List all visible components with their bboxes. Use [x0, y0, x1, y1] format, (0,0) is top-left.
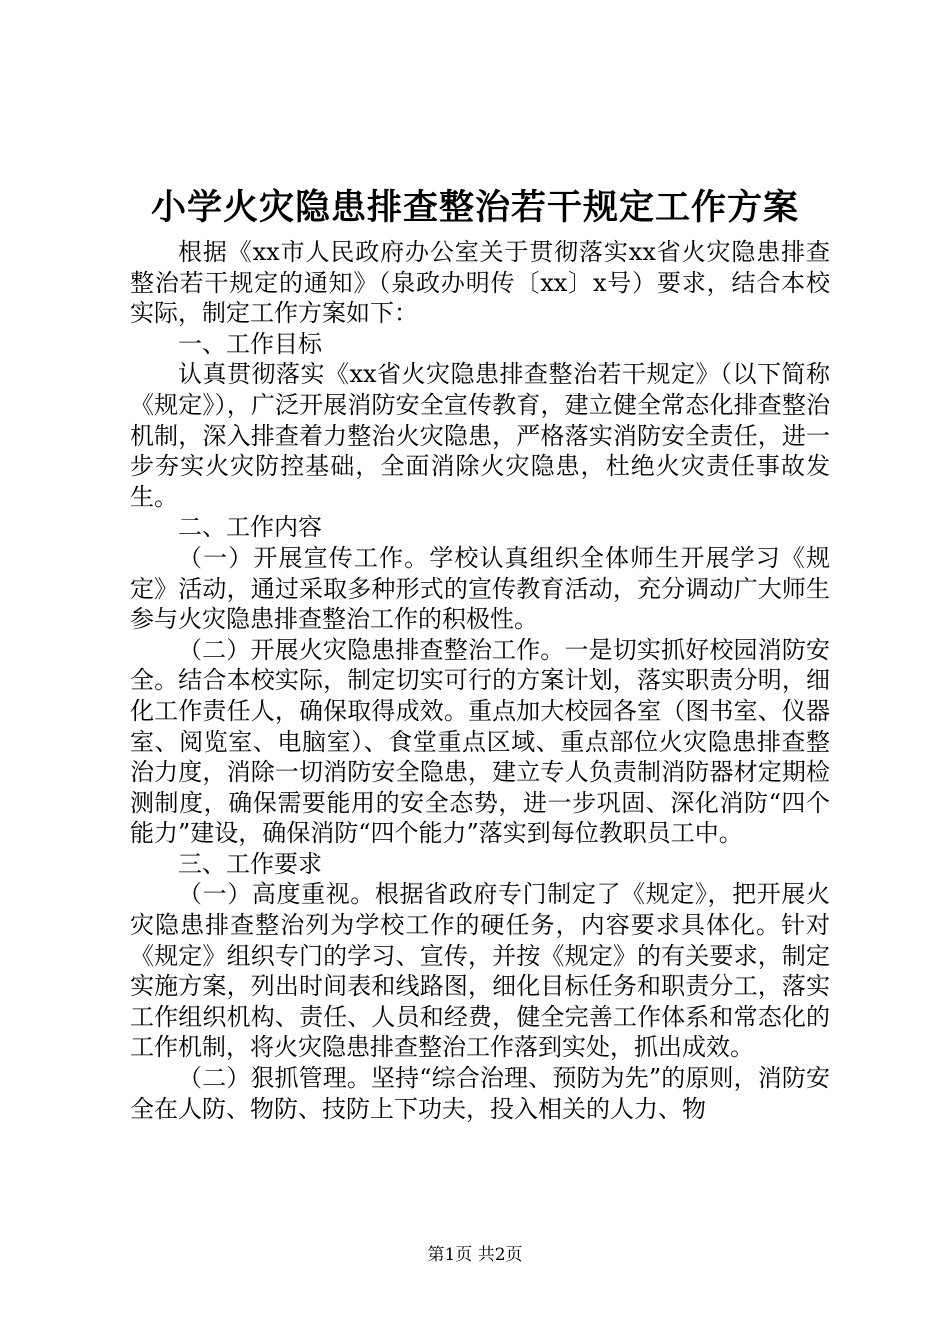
paragraph-content-1: （一）开展宣传工作。学校认真组织全体师生开展学习《规定》活动，通过采取多种形式的宣传教育活动，充分调动广大师生参与火灾隐患排查整治工作的积极性。 [130, 543, 830, 634]
paragraph-intro: 根据《xx市人民政府办公室关于贯彻落实xx省火灾隐患排查整治若干规定的通知》（泉政办明传〔xx〕x号）要求，结合本校实际，制定工作方案如下： [130, 238, 830, 328]
document-body [130, 237, 830, 1124]
paragraph-requirements-1: （一）高度重视。根据省政府专门制定了《规定》，把开展火灾隐患排查整治列为学校工作的硬任务，内容要求具体化。针对《规定》组织专门的学习、宣传，并按《规定》的有关要求，制定实施方案，列出时间表和线路图，细化目标任务和职责分工，落实工作组织机构、责任、人员和经费，健全完善工作体系和常态化的工作机制，将火灾隐患排查整治工作落到实处，抓出成效。 [130, 880, 830, 1062]
page-number-footer: 第1页 共2页 [427, 1245, 523, 1265]
paragraph-content-2: （二）开展火灾隐患排查整治工作。一是切实抓好校园消防安全。结合本校实际，制定切实可行的方案计划，落实职责分明，细化工作责任人，确保取得成效。重点加大校园各室（图书室、仪器室、阅览室、电脑室）、食堂重点区域、重点部位火灾隐患排查整治力度，消除一切消防安全隐患，建立专人负责制消防器材定期检测制度，确保需要能用的安全态势，进一步巩固、深化消防“四个能力”建设，确保消防“四个能力”落实到每位教职员工中。 [130, 635, 830, 848]
document-title: 小学火灾隐患排查整治若干规定工作方案 [150, 187, 799, 228]
section-heading-requirements: 三、工作要求 [178, 849, 322, 878]
paragraph-goal: 认真贯彻落实《xx省火灾隐患排查整治若干规定》（以下简称《规定》），广泛开展消防安全宣传教育，建立健全常态化排查整治机制，深入排查着力整治火灾隐患，严格落实消防安全责任，进一步夯实火灾防控基础，全面消除火灾隐患，杜绝火灾责任事故发生。 [130, 360, 830, 511]
section-heading-content: 二、工作内容 [178, 513, 322, 542]
paragraph-requirements-2: （二）狠抓管理。坚持“综合治理、预防为先”的原则，消防安全在人防、物防、技防上下功夫，投入相关的人力、物 [130, 1064, 830, 1123]
section-heading-goal: 一、工作目标 [178, 329, 322, 358]
